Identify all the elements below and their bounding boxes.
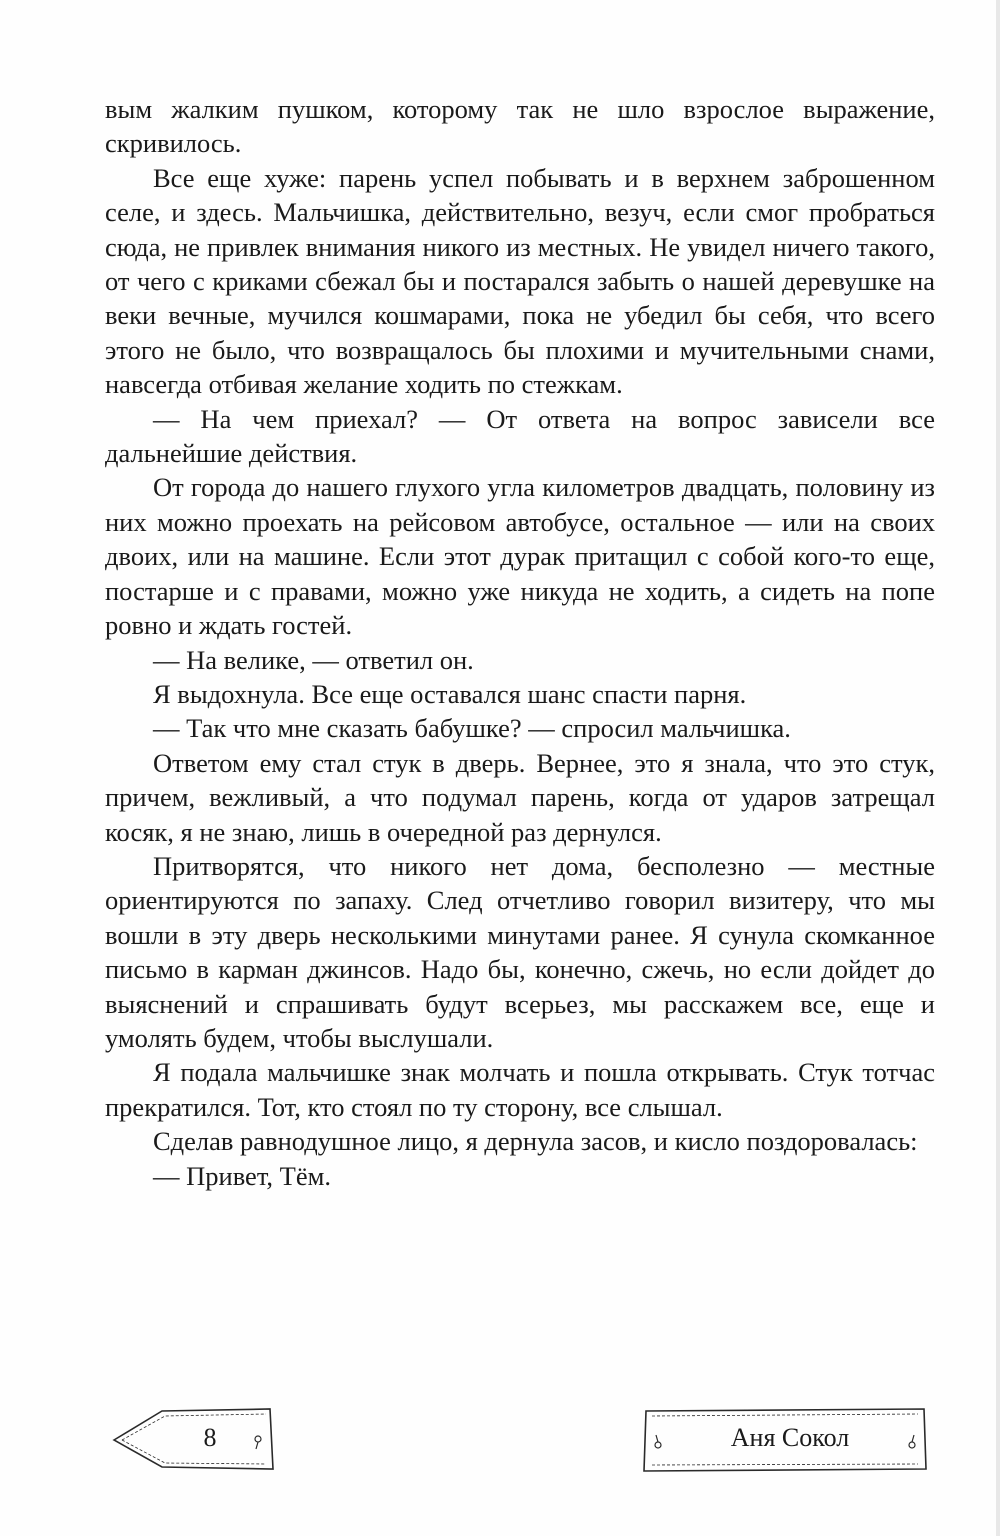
paragraph-6: Я выдохнула. Все еще оставался шанс спасти парня. xyxy=(153,678,747,709)
paragraph-9: Притворятся, что никого нет дома, бесполезно — местные ориентируются по запаху. След отчетливо говорил визитеру, что мы вошли в эту дверь несколькими минутами ранее. Я сунула скомканное письмо в карман джинсов. Надо бы, конечно, сжечь, но если дойдет до выяснений и спрашивать будут всерьез, мы расскажем все, еще и умолять будем, чтобы выслушали. xyxy=(105,850,935,1053)
page-number: 8 xyxy=(203,1423,217,1452)
paragraph-12: — Привет, Тём. xyxy=(153,1160,331,1191)
paragraph-5: — На велике, — ответил он. xyxy=(153,644,474,675)
paragraph-3: — На чем приехал? — От ответа на вопрос зависели все дальнейшие действия. xyxy=(105,403,935,469)
paragraph-10: Я подала мальчишке знак молчать и пошла открывать. Стук тотчас прекратился. Тот, кто стоял по ту сторону, все слышал. xyxy=(105,1057,935,1122)
paragraph-7: — Так что мне сказать бабушке? — спросил мальчишка. xyxy=(153,713,791,744)
paragraph-11: Сделав равнодушное лицо, я дернула засов, и кисло поздоровалась: xyxy=(153,1126,918,1157)
paragraph-2: Все еще хуже: парень успел побывать и в верхнем заброшенном селе, и здесь. Мальчишка, действительно, везуч, если смог пробраться сюда, не привлек внимания никого из местных. Не увидел ничего такого, от чего с криками сбежал бы и постарался забыть о нашей деревушке на веки вечные, мучился кошмарами, пока не убедил бы себя, что всего этого не было, что возвращалось бы плохими и мучительными снами, навсегда отбивая желание ходить по стежкам. xyxy=(105,162,935,400)
paragraph-8: Ответом ему стал стук в дверь. Вернее, это я знала, что это стук, причем, вежливый, а что подумал парень, когда от ударов затрещал косяк, я не знаю, лишь в очередной раз дернулся. xyxy=(105,747,935,847)
page-number-plate xyxy=(110,1405,280,1475)
body-text xyxy=(105,92,935,1193)
author-name: Аня Сокол xyxy=(730,1423,850,1452)
paragraph-4: От города до нашего глухого угла километров двадцать, половину из них можно проехать на рейсовом автобусе, остальное — или на своих двоих, или на машине. Если этот дурак притащил с собой кого-то еще, постарше и с правами, можно уже никуда не ходить, а сидеть на попе ровно и ждать гостей. xyxy=(105,472,935,641)
author-plate xyxy=(640,1405,930,1475)
scan-edge xyxy=(996,0,1000,1536)
paragraph-1: вым жалким пушком, которому так не шло взрослое выражение, скривилось. xyxy=(105,94,935,159)
